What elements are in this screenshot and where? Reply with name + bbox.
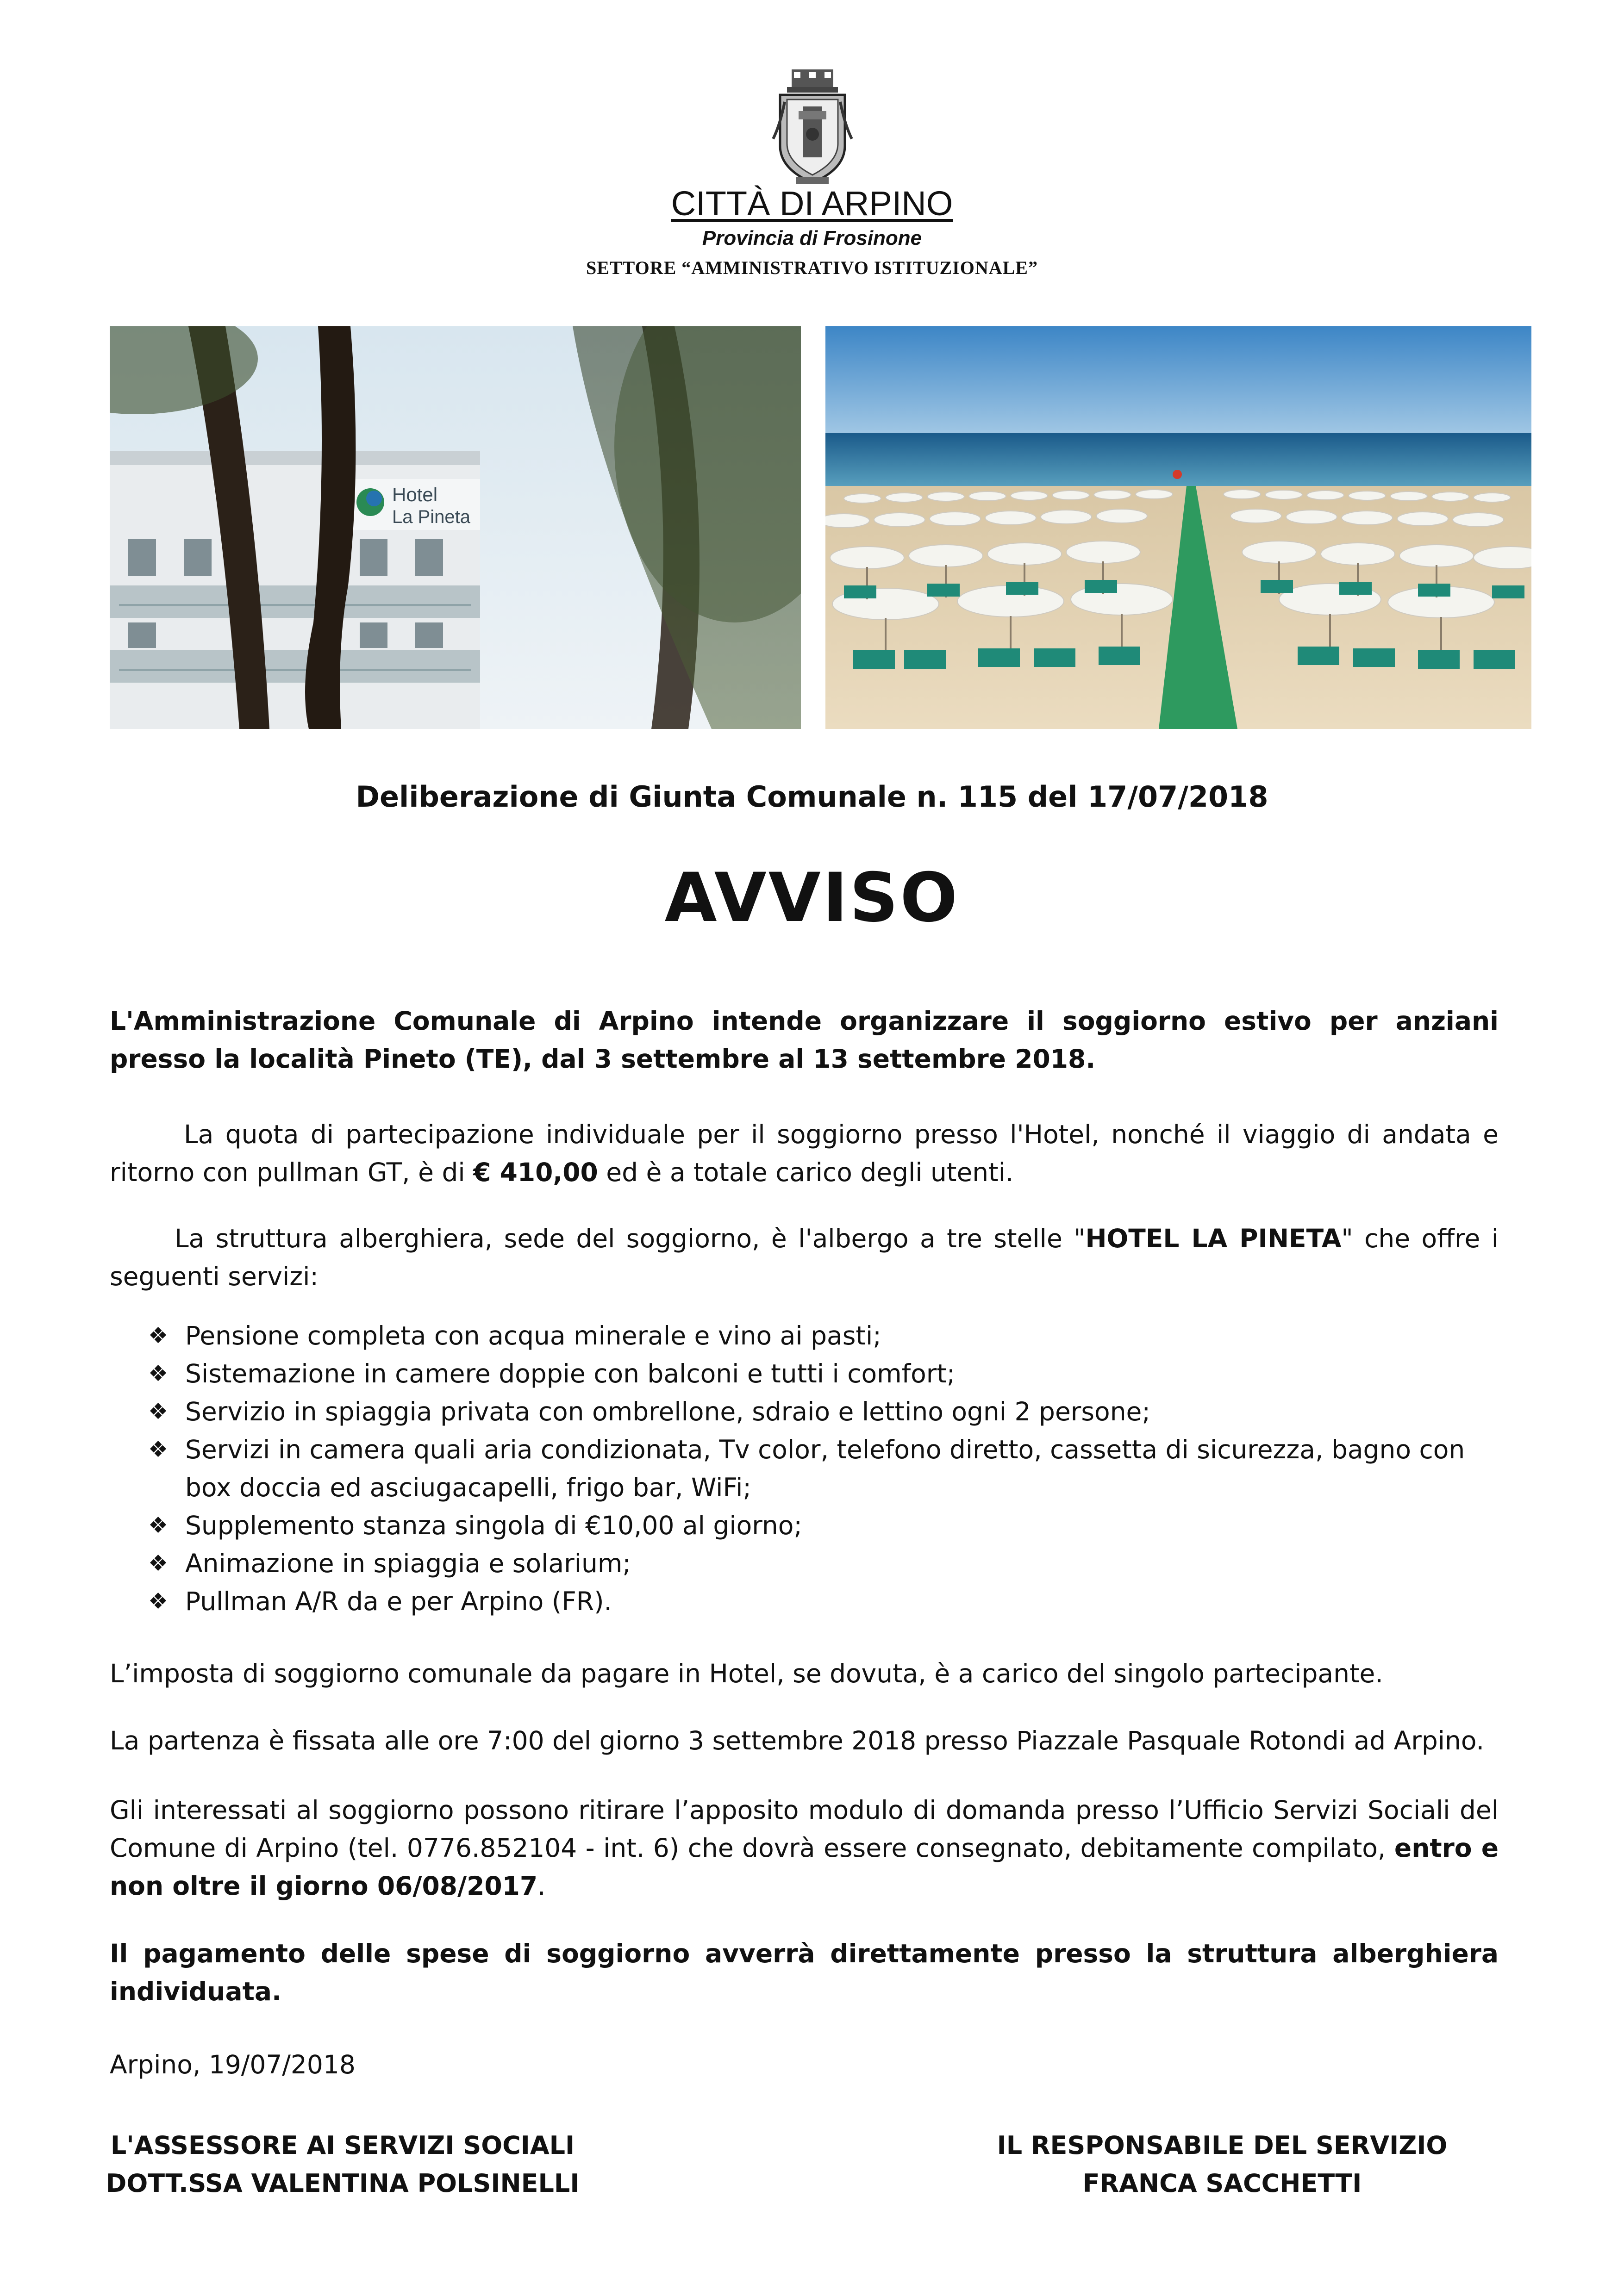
bullet-icon: ❖ [148, 1550, 169, 1576]
bullet-icon: ❖ [148, 1512, 169, 1538]
application-text-end: . [537, 1871, 546, 1901]
signature-left-role: L'ASSESSORE AI SERVIZI SOCIALI [110, 2131, 575, 2160]
structure-paragraph [110, 1220, 1499, 1295]
departure-paragraph: La partenza è fissata alle ore 7:00 del giorno 3 settembre 2018 presso Piazzale Pasquale Rotondi ad Arpino. [110, 1726, 1485, 1755]
tax-note-paragraph: L’imposta di soggiorno comunale da pagare in Hotel, se dovuta, è a carico del singolo partecipante. [110, 1659, 1383, 1688]
place-date: Arpino, 19/07/2018 [110, 2050, 356, 2079]
quota-amount: € 410,00 [473, 1157, 598, 1187]
hotel-sign-line1: Hotel [392, 484, 438, 505]
application-deadline: entro e non oltre il giorno 06/08/2017 [110, 1833, 1499, 1901]
signature-right [963, 2127, 1481, 2203]
list-item: ❖ Pullman A/R da e per Arpino (FR). [148, 1582, 1500, 1620]
structure-text: La struttura alberghiera, sede del soggiorno, è l'albergo a tre stelle " [175, 1224, 1086, 1253]
structure-text-end: " che offre i seguenti servizi: [110, 1224, 1499, 1291]
intro-paragraph: L'Amministrazione Comunale di Arpino intende organizzare il soggiorno estivo per anziani presso la località Pineto (TE), dal 3 settembre al 13 settembre 2018. [110, 1006, 1499, 1074]
signature-right-name: FRANCA SACCHETTI [1082, 2169, 1362, 2198]
services-list [148, 1317, 1500, 1620]
quota-paragraph [110, 1115, 1499, 1191]
hotel-name: HOTEL LA PINETA [1085, 1224, 1342, 1253]
notice-title: AVVISO [664, 859, 960, 937]
signature-right-role: IL RESPONSABILE DEL SERVIZIO [997, 2131, 1448, 2160]
list-item: ❖ Pensione completa con acqua minerale e vino ai pasti; [148, 1317, 1500, 1355]
city-crest-image [771, 69, 854, 187]
list-item: ❖ Servizi in camera quali aria condizionata, Tv color, telefono diretto, cassetta di sicurezza, bagno con box doccia ed asciugacapelli, frigo bar, WiFi; [148, 1431, 1500, 1506]
bullet-icon: ❖ [148, 1361, 169, 1387]
deliberation-reference: Deliberazione di Giunta Comunale n. 115 del 17/07/2018 [356, 780, 1268, 814]
sector-name: SETTORE “AMMINISTRATIVO ISTITUZIONALE” [586, 257, 1038, 278]
bullet-icon: ❖ [148, 1588, 169, 1614]
hotel-sign-line2: La Pineta [392, 507, 471, 527]
payment-paragraph: Il pagamento delle spese di soggiorno avverrà direttamente presso la struttura alberghiera individuata. [110, 1939, 1499, 2006]
hotel-photo [110, 326, 801, 729]
list-item: ❖ Animazione in spiaggia e solarium; [148, 1544, 1500, 1582]
beach-photo [825, 326, 1531, 729]
application-text: Gli interessati al soggiorno possono ritirare l’apposito modulo di domanda presso l’Ufficio Servizi Sociali del Comune di Arpino (tel. 0776.852104 - int. 6) che dovrà essere consegnato, debitamente compilato, [110, 1795, 1499, 1863]
quota-text-end: ed è a totale carico degli utenti. [598, 1157, 1014, 1187]
signature-left [88, 2127, 597, 2203]
list-item: ❖ Supplemento stanza singola di €10,00 al giorno; [148, 1506, 1500, 1544]
list-item: ❖ Sistemazione in camere doppie con balconi e tutti i comfort; [148, 1355, 1500, 1393]
city-name: CITTÀ DI ARPINO [671, 184, 953, 223]
bullet-icon: ❖ [148, 1437, 169, 1462]
bullet-icon: ❖ [148, 1323, 169, 1349]
quota-text: La quota di partecipazione individuale per il soggiorno presso l'Hotel, nonché il viaggio di andata e ritorno con pullman GT, è di [110, 1120, 1499, 1187]
application-paragraph [110, 1791, 1499, 1905]
signature-left-name: DOTT.SSA VALENTINA POLSINELLI [106, 2169, 580, 2198]
bullet-icon: ❖ [148, 1399, 169, 1425]
province-name: Provincia di Frosinone [702, 227, 922, 249]
list-item: ❖ Servizio in spiaggia privata con ombrellone, sdraio e lettino ogni 2 persone; [148, 1393, 1500, 1431]
